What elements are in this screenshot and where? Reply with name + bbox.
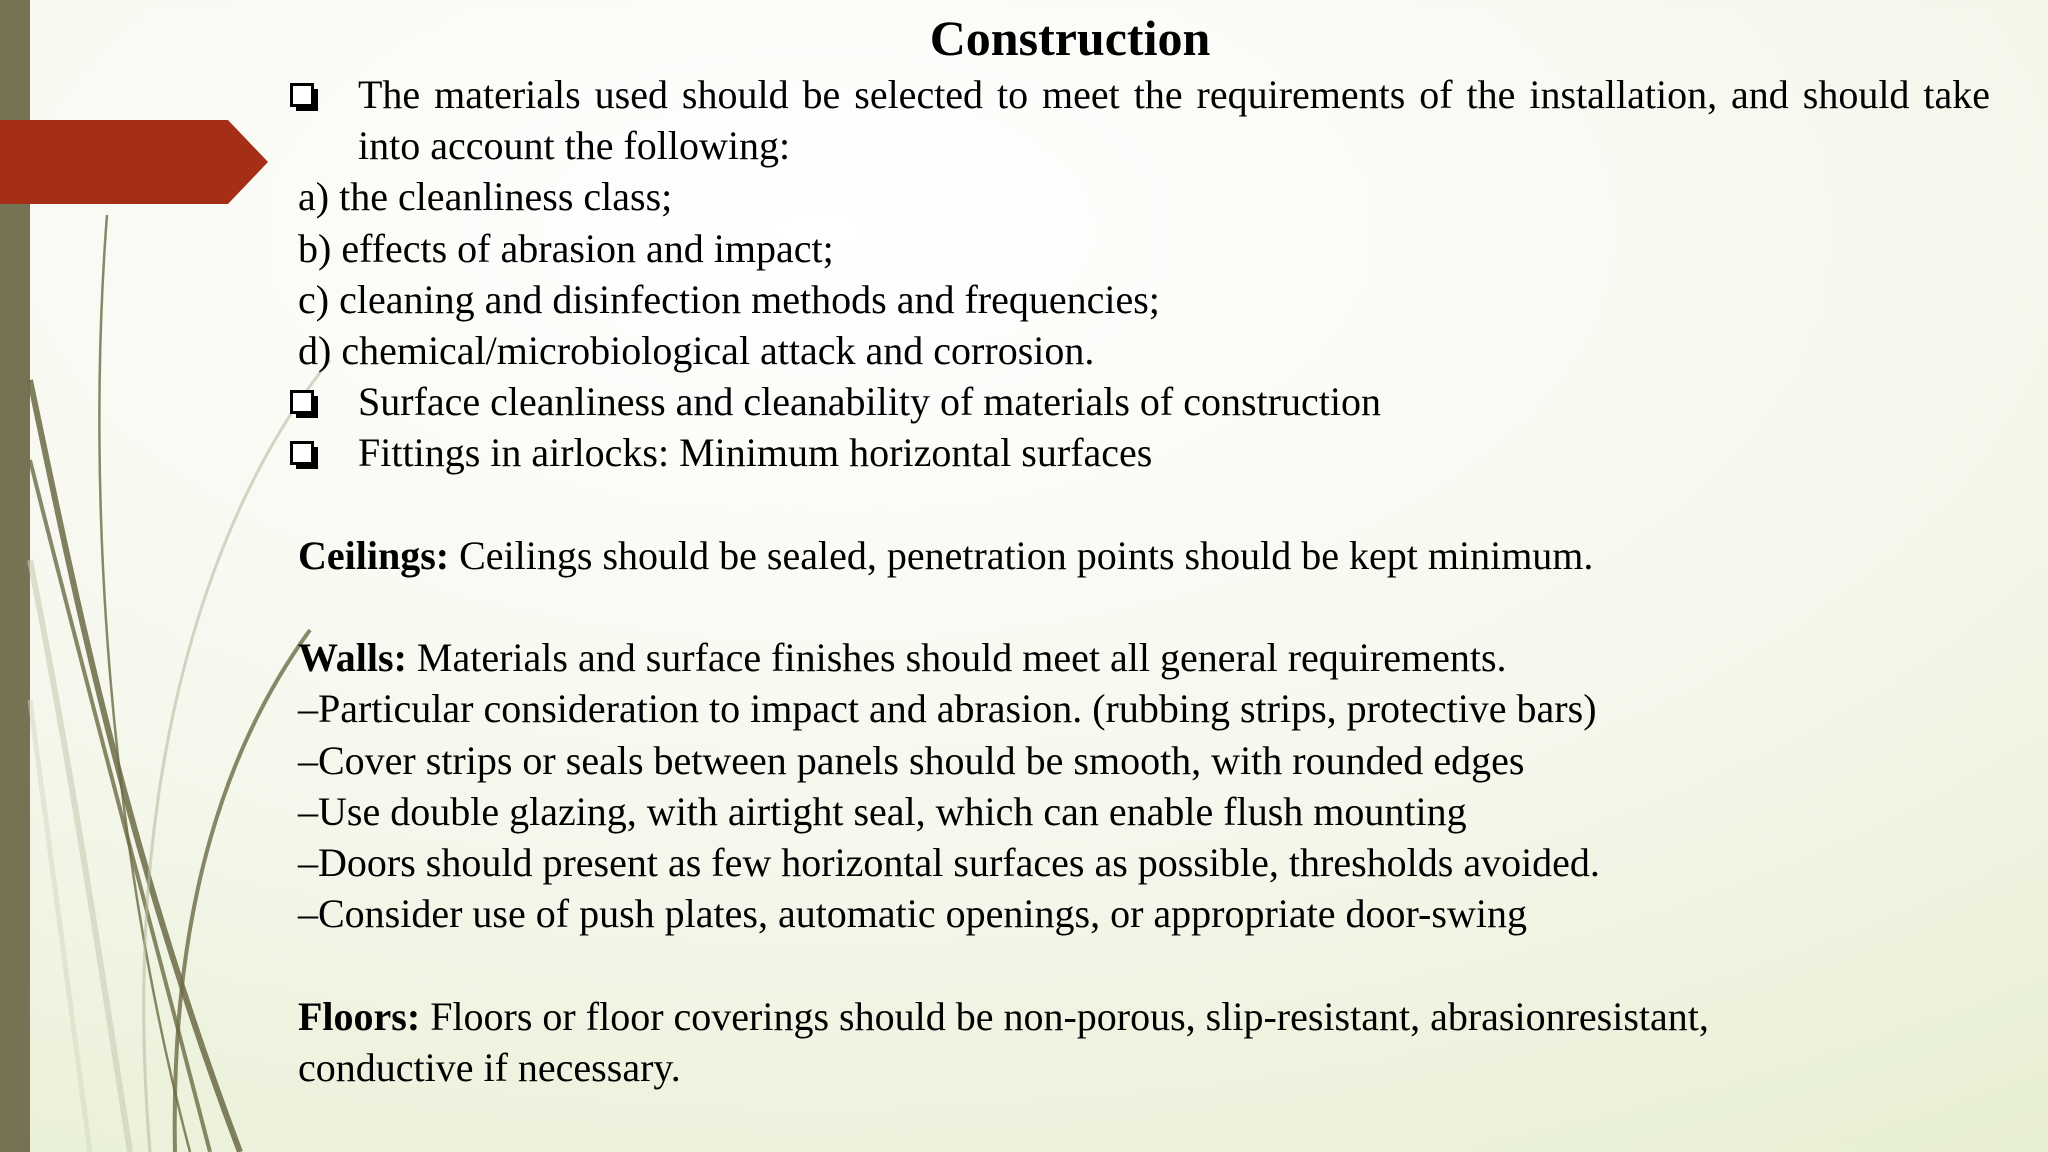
checkbox-bullet-icon	[290, 83, 318, 111]
bullet-materials	[298, 69, 1990, 171]
spacer	[298, 939, 1990, 990]
bullet-text: Surface cleanliness and cleanability of materials of construction	[358, 379, 1381, 425]
walls-item: –Consider use of push plates, automatic openings, or appropriate door-swing	[298, 891, 1527, 937]
walls-item: –Particular consideration to impact and abrasion. (rubbing strips, protective bars)	[298, 686, 1597, 732]
slide-content	[298, 69, 1990, 1093]
floors-paragraph	[298, 991, 1858, 1093]
walls-text: Materials and surface finishes should meet all general requirements.	[406, 635, 1507, 681]
checkbox-bullet-icon	[290, 390, 318, 418]
walls-paragraph	[298, 632, 1990, 683]
ceilings-paragraph	[298, 530, 1990, 581]
consideration-item: a) the cleanliness class;	[298, 174, 673, 220]
arrow-accent	[0, 120, 268, 204]
floors-label: Floors:	[298, 993, 421, 1039]
walls-label: Walls:	[298, 635, 407, 681]
checkbox-bullet-icon	[290, 441, 318, 469]
spacer	[298, 581, 1990, 632]
walls-item: –Doors should present as few horizontal surfaces as possible, thresholds avoided.	[298, 840, 1600, 886]
bullet-text: Fittings in airlocks: Minimum horizontal surfaces	[358, 430, 1153, 476]
consideration-item: c) cleaning and disinfection methods and frequencies;	[298, 276, 1160, 322]
walls-item: –Use double glazing, with airtight seal, which can enable flush mounting	[298, 788, 1467, 834]
ceilings-label: Ceilings:	[298, 532, 450, 578]
bullet-surface-cleanliness	[298, 376, 1990, 427]
floors-text: Floors or floor coverings should be non-porous, slip-resistant, abrasionresistant, conductive if necessary.	[298, 993, 1709, 1090]
bullet-text: The materials used should be selected to meet the requirements of the installation, and should take into account the following:	[358, 72, 1990, 169]
bullet-fittings	[298, 427, 1990, 478]
consideration-item: d) chemical/microbiological attack and corrosion.	[298, 328, 1095, 374]
spacer	[298, 479, 1990, 530]
consideration-item: b) effects of abrasion and impact;	[298, 225, 834, 271]
slide-title: Construction	[929, 10, 1211, 66]
ceilings-text: Ceilings should be sealed, penetration points should be kept minimum.	[449, 532, 1594, 578]
left-accent-bar	[0, 0, 30, 1152]
walls-item: –Cover strips or seals between panels should be smooth, with rounded edges	[298, 737, 1525, 783]
